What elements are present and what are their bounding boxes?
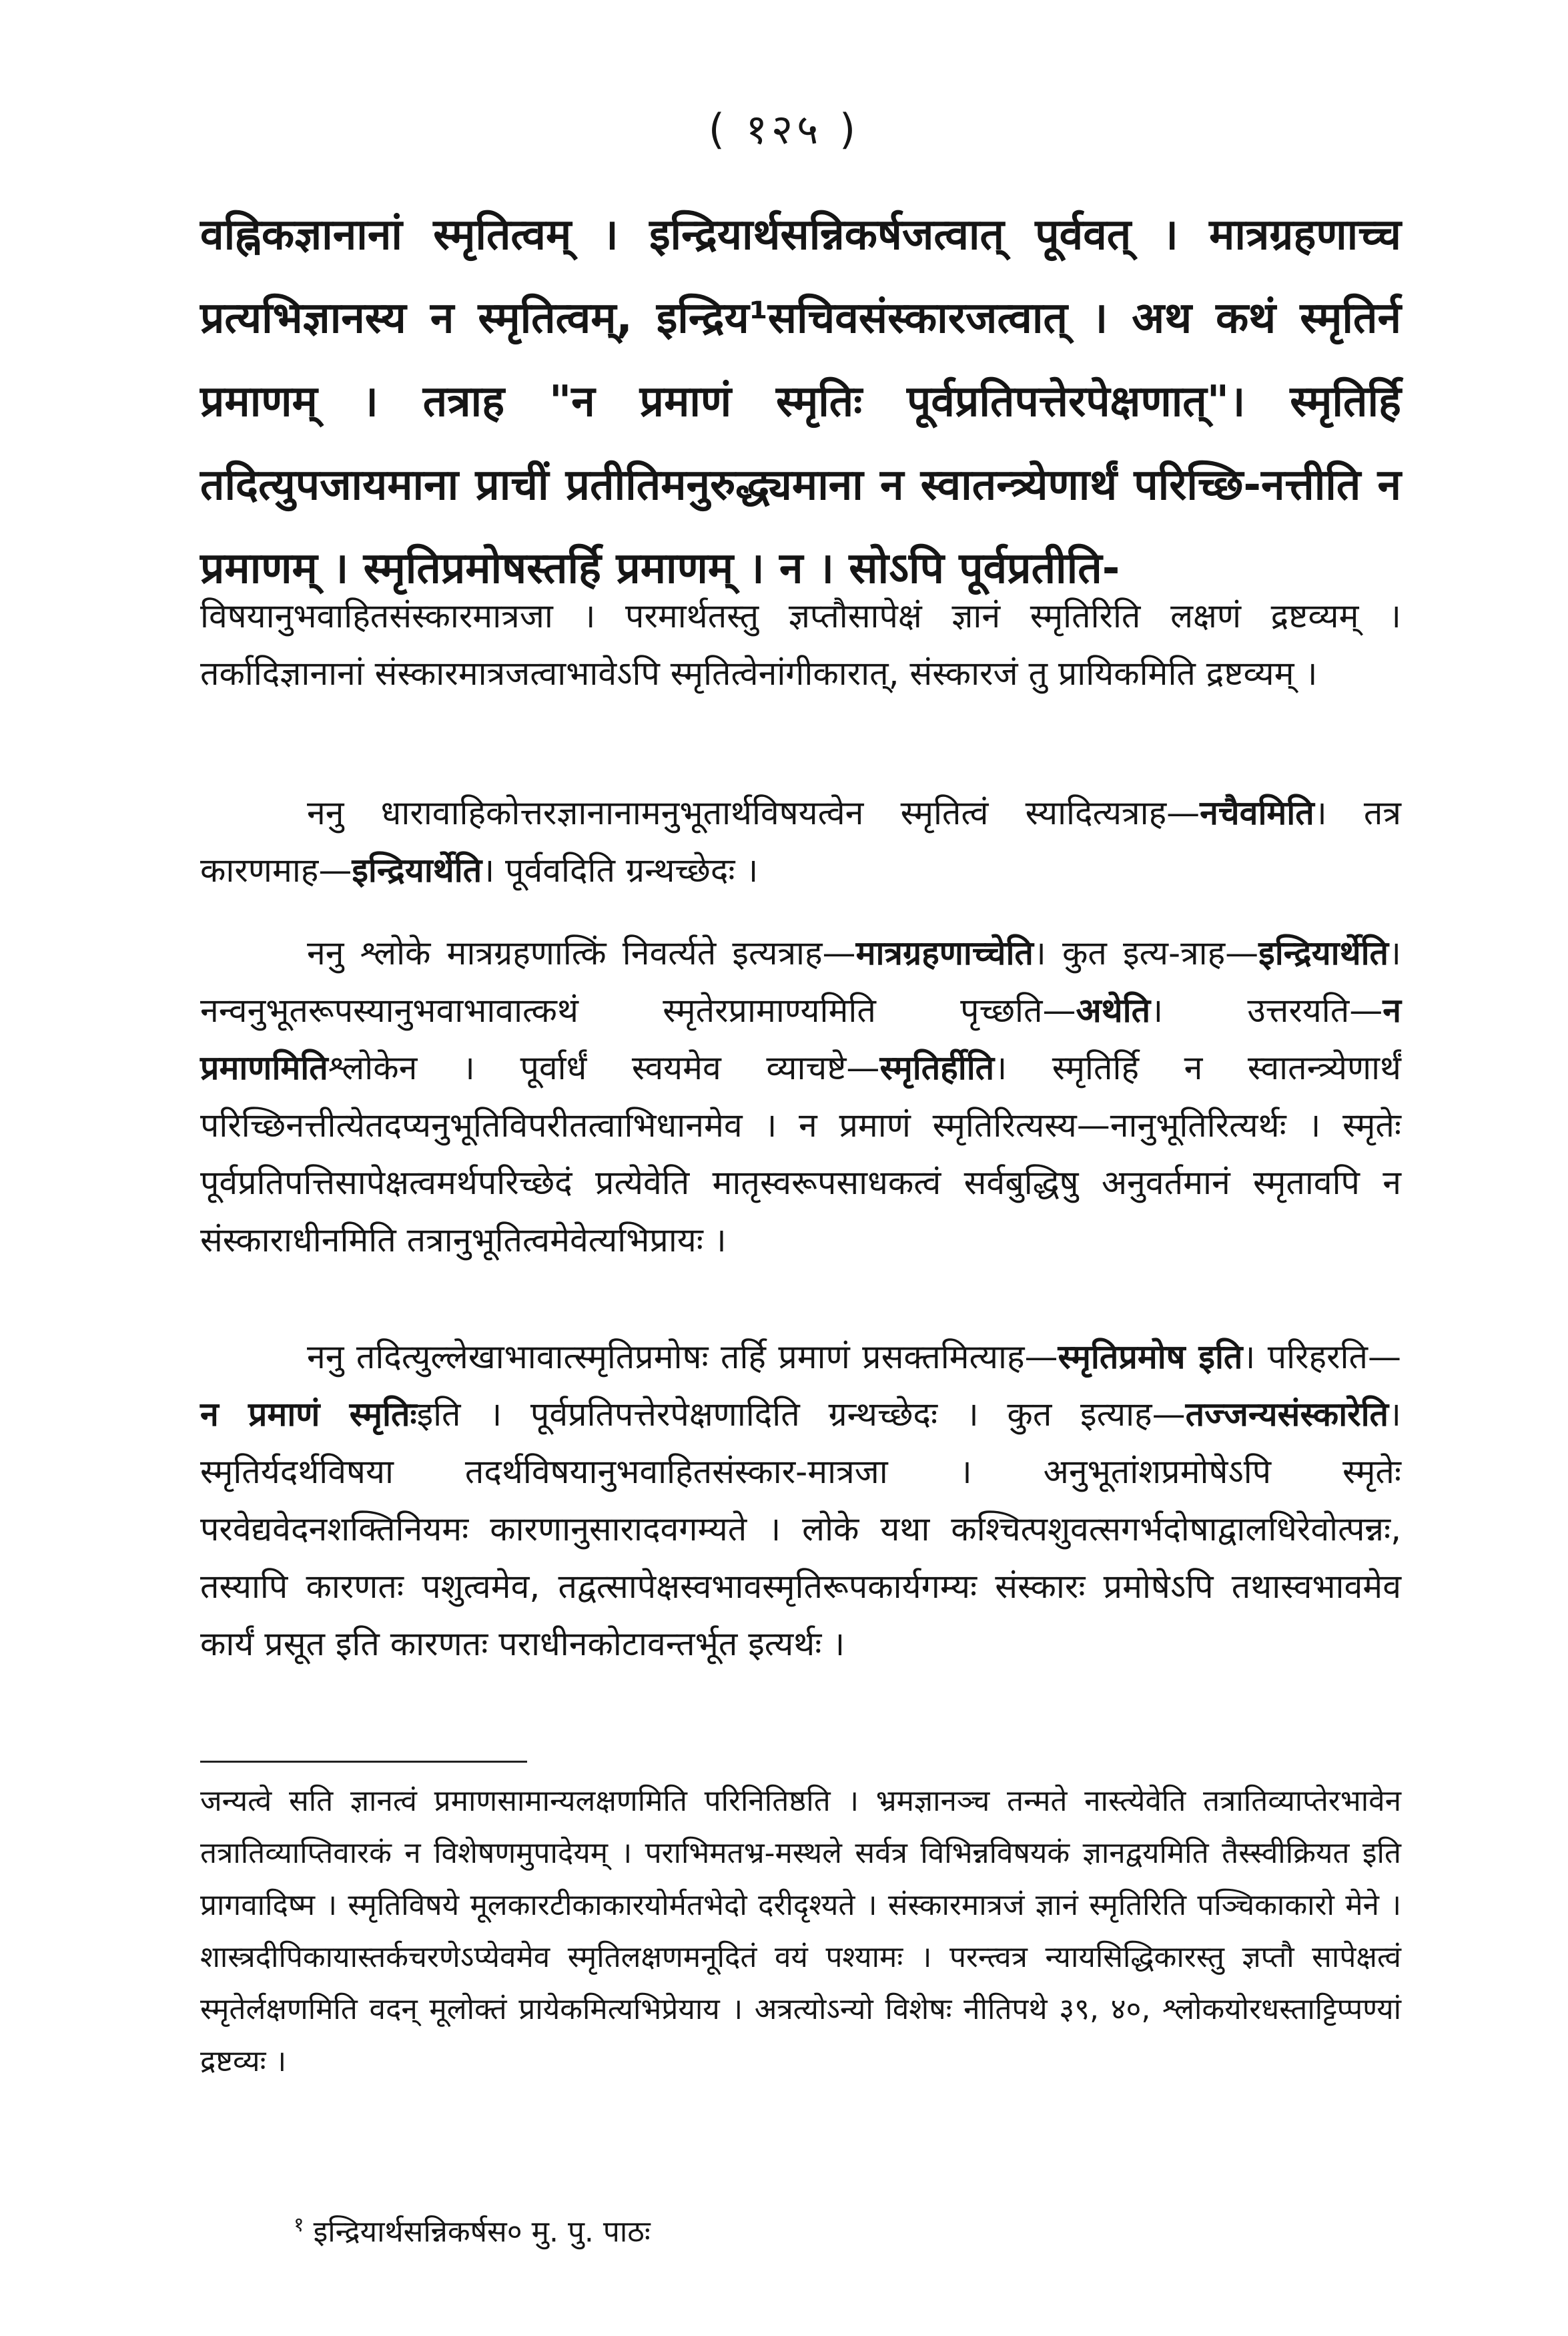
main-verse-text: वह्निकज्ञानानां स्मृतित्वम् । इन्द्रियार्थसन्निकर्षजत्वात् पूर्ववत् । मात्रग्रहणाच्च प्रत्यभिज्ञानस्य न स्मृतित्वम्, इन्द्रिय¹सचिवसंस्कारजत्वात् । अथ कथं स्मृतिर्न प्रमाणम् । तत्राह "न प्रमाणं स्मृतिः पूर्वप्रतिपत्तेरपेक्षणात्"। स्मृतिर्हि तदित्युपजायमाना प्राचीं प्रतीतिमनुरुद्ध्यमाना न स्वातन्त्र्येणार्थं परिच्छि-नत्तीति न प्रमाणम् । स्मृतिप्रमोषस्तर्हि प्रमाणम् । न । सोऽपि पूर्वप्रतीति- [200,210,1401,593]
commentary-text: ननु तदित्युल्लेखाभावात्स्मृतिप्रमोषः तर्हि प्रमाणं प्रसक्तमित्याह— [307,1338,1058,1376]
commentary-text: इति । पूर्वप्रतिपत्तेरपेक्षणादिति ग्रन्थच्छेदः । कुत इत्याह— [416,1395,1186,1434]
commentary-paragraph-3 [200,924,1401,1269]
commentary-text: विषयानुभवाहितसंस्कारमात्रजा । परमार्थतस्तु ज्ञप्तौसापेक्षं ज्ञानं स्मृतिरिति लक्षणं द्रष्टव्यम् । तर्कादिज्ञानानां संस्कारमात्रजत्वाभावेऽपि स्मृतित्वेनांगीकारात्, संस्कारजं तु प्रायिकमिति द्रष्टव्यम् । [200,597,1401,693]
commentary-text: । नन्वनुभूतरूपस्यानुभवाभावात्कथं स्मृतेरप्रामाण्यमिति पृच्छति— [200,934,1401,1030]
commentary-keyword: तज्जन्यसंस्कारेति [1185,1395,1389,1434]
commentary-text: । तत्र कारणमाह— [200,794,1401,890]
commentary-paragraph-2 [200,784,1401,899]
footnote-marker: १ [294,2213,304,2237]
commentary-text: ननु धारावाहिकोत्तरज्ञानानामनुभूतार्थविषयत्वेन स्मृतित्वं स्यादित्यत्राह— [307,794,1200,832]
footnote-text: जन्यत्वे सति ज्ञानत्वं प्रमाणसामान्यलक्षणमिति परिनितिष्ठति । भ्रमज्ञानञ्च तन्मते नास्त्येवेति तत्रातिव्याप्तेरभावेन तत्रातिव्याप्तिवारकं न विशेषणमुपादेयम् । पराभिमतभ्र-मस्थले सर्वत्र विभिन्नविषयकं ज्ञानद्वयमिति तैस्स्वीक्रियत इति प्रागवादिष्म । स्मृतिविषये मूलकारटीकाकारयोर्मतभेदो दरीदृश्यते । संस्कारमात्रजं ज्ञानं स्मृतिरिति पञ्चिकाकारो मेने । शास्त्रदीपिकायास्तर्कचरणेऽप्येवमेव स्मृतिलक्षणमनूदितं वयं पश्यामः । परन्त्वत्र न्यायसिद्धिकारस्तु ज्ञप्तौ सापेक्षत्वं स्मृतेर्लक्षणमिति वदन् मूलोक्तं प्रायेकमित्यभिप्रेयाय । अत्रत्योऽन्यो विशेषः नीतिपथे ३९, ४०, श्लोकयोरधस्ताट्टिप्पण्यां द्रष्टव्यः । [200,1784,1401,2078]
commentary-text: । पूर्ववदिति ग्रन्थच्छेदः । [482,851,759,890]
commentary-text: । उत्तरयति— [1150,991,1383,1030]
commentary-paragraph-4 [200,1328,1401,1673]
commentary-keyword: स्मृतिर्हीति [879,1049,995,1087]
footnote-divider [200,1761,527,1763]
commentary-keyword: न प्रमाणं स्मृतिः [200,1395,417,1434]
commentary-keyword: इन्द्रियार्थेति [1258,934,1389,972]
variant-reading-text: इन्द्रियार्थसन्निकर्षस० मु. पु. पाठः [313,2215,651,2249]
commentary-text: । परिहरति— [1242,1338,1401,1376]
commentary-text: । कुत इत्य-त्राह— [1033,934,1259,972]
variant-reading-note [294,2199,651,2259]
commentary-text: । स्मृतिर्हि न स्वातन्त्र्येणार्थं परिच्छिनत्तीत्येतदप्यनुभूतिविपरीतत्वाभिधानमेव । न प्रमाणं स्मृतिरित्यस्य—नानुभूतिरित्यर्थः । स्मृतेः पूर्वप्रतिपत्तिसापेक्षत्वमर्थपरिच्छेदं प्रत्येवेति मातृस्वरूपसाधकत्वं सर्वबुद्धिषु अनुवर्तमानं स्मृतावपि न संस्काराधीनमिति तत्रानुभूतित्वमेवेत्यभिप्रायः । [200,1049,1401,1259]
page-number: ( १२५ ) [708,105,860,154]
commentary-paragraph-1 [200,587,1401,702]
commentary-keyword: नचैवमिति [1200,794,1314,832]
commentary-keyword: स्मृतिप्रमोष इति [1058,1338,1243,1376]
commentary-keyword: मात्रग्रहणाच्चेति [855,934,1034,972]
commentary-text: श्लोकेन । पूर्वार्धं स्वयमेव व्याचष्टे— [328,1049,880,1087]
commentary-text: ननु श्लोके मात्रग्रहणात्किं निवर्त्यते इत्यत्राह— [307,934,856,972]
commentary-text: । स्मृतिर्यदर्थविषया तदर्थविषयानुभवाहितसंस्कार-मात्रजा । अनुभूतांशप्रमोषेऽपि स्मृतेः परवेद्यवेदनशक्तिनियमः कारणानुसारादवगम्यते । लोके यथा कश्चित्पशुवत्सगर्भदोषाद्वालधिरेवोत्पन्नः, तस्यापि कारणतः पशुत्वमेव, तद्वत्सापेक्षस्वभावस्मृतिरूपकार्यगम्यः संस्कारः प्रमोषेऽपि तथास्वभावमेव कार्यं प्रसूत इति कारणतः पराधीनकोटावन्तर्भूत इत्यर्थः । [200,1395,1401,1663]
commentary-keyword: इन्द्रियार्थेति [352,851,482,890]
commentary-keyword: अथेति [1076,991,1151,1030]
commentary-keyword: न प्रमाणमिति [200,991,1401,1087]
